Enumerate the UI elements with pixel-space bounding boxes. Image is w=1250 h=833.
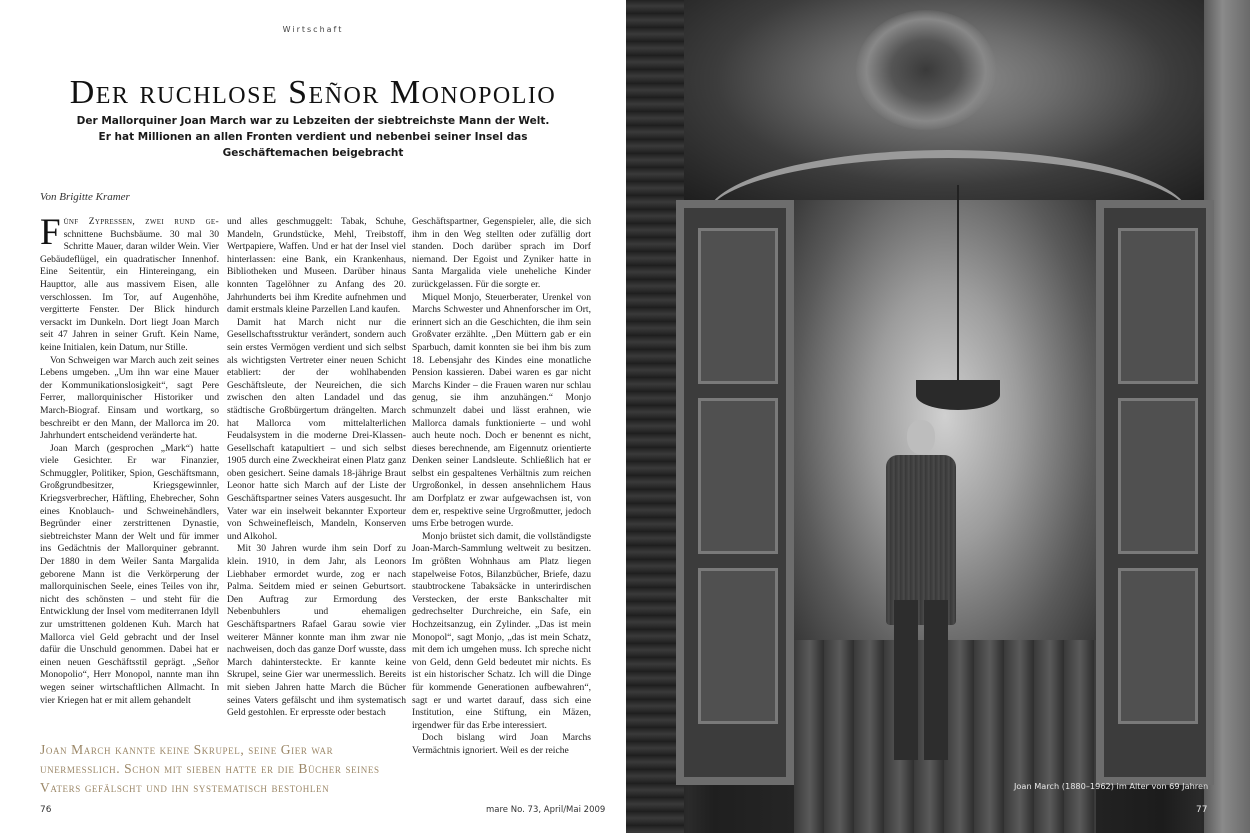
pull-quote: Joan March kannte keine Skrupel, seine Gier war unermesslich. Schon mit sieben hatte er die Bücher seines Vaters gefälscht und ihn systematisch bestohlen bbox=[40, 742, 380, 795]
issue-info: mare No. 73, April/Mai 2009 bbox=[486, 805, 606, 815]
page-number-right: 77 bbox=[1196, 805, 1208, 815]
paragraph: Miquel Monjo, Steuerberater, Urenkel von Marchs Schwester und Ahnenforscher im Ort, erinnert sich an die Geschichten, die ihm sein Großvater erzählte. „Den Müttern gab er ein Sparbuch, damit konnten sie bei ihm bis zum 18. Lebensjahr des Kindes eine monatliche Pension kassieren. Dabei waren es gar nicht Marchs Kinder – die Frauen waren nur schlau genug, sie ihm anzuhängen.“ Monjo schmunzelt dabei und lässt erahnen, wie Mallorca damals funktionierte – und wohl auch heute noch. Doch er benennt es nicht, dieses berechnende, am Eigennutz orientierte Denken seiner Landsleute. Schließlich hat er selbst ein gespaltenes Verhältnis zum reichen Urgroßonkel, in dessen ansehnlichem Haus am Dorfplatz er zwar aufgewachsen ist, von dem er, respektive seine Urgroßmutter, jedoch ums Erbe betrogen wurde. bbox=[412, 291, 591, 530]
paragraph: Von Schweigen war March auch zeit seines Lebens umgeben. „Um ihn war eine Mauer der Kommunikationslosigkeit“, sagt Pere Ferrer, mallorquinischer Historiker und March-Biograf. Einsam und wortkarg, so beschreibt er den Mann, der Mallorca im 20. Jahrhundert entscheidend veränderte hat. bbox=[40, 354, 219, 442]
glass-door-left bbox=[676, 200, 794, 785]
right-page bbox=[626, 0, 1250, 833]
article-title: Der ruchlose Señor Monopolio bbox=[69, 74, 557, 111]
crest-ornament bbox=[856, 10, 996, 130]
paragraph: Joan March (gesprochen „Mark“) hatte viele Gesichter. Er war Finanzier, Schmuggler, Politiker, Spion, Geschäftsmann, Großgrundbesitzer, Kriegsgewinnler, Kriegsverbrecher, Häftling, Ehebrecher, Sohn eines Knoblauch- und Schweinehändlers, Begründer einer zerstrittenen Dynastie, siebtreichster Mann der Welt und für immer ins Gedächtnis der Mallorquiner gebrannt. Der 1880 in dem Weiler Santa Margalida geborene Mann ist die Verkörperung der mallorquinischen Seele, eines Teiles von ihr, nicht des schönsten – und steht für die Entwicklung der Insel vom mediterranen Idyll zur umstrittenen goldenen Kuh. March hat Mallorca viel Geld gebracht und der Insel dafür die Unschuld genommen. Dabei hat er einen neuen Geschäftsstil geprägt. „Señor Monopolio“, Herr Monopol, nannte man ihn wegen seiner wirtschaftlichen Allmacht. In vier Kriegen hat er mit allem gehandelt bbox=[40, 442, 219, 706]
paragraph: Damit hat March nicht nur die Gesellschaftsstruktur verändert, sondern auch sein erstes Vermögen verdient und sich selbst als wichtigsten Vertreter einer neuen Schicht etabliert: der der wohlhabenden Geschäftsleute, der Neureichen, die sich zwischen den alten Landadel und das städtische Großbürgertum drängelten. March hat Mallorca vom mittelalterlichen Feudalsystem in die moderne Drei-Klassen-Gesellschaft katapultiert – und sich selbst 1905 durch eine Zweckheirat einen Platz ganz oben gesichert. Seine damals 18-jährige Braut Leonor hatte sich March auf der Liste der Geschäftspartner seines Vaters ausgesucht. Ihr Vater war ein inselweit bekannter Exporteur von Schweinefleisch, Mandeln, Konserven und Alkohol. bbox=[227, 316, 406, 542]
article-subtitle: Der Mallorquiner Joan March war zu Lebzeiten der siebtreichste Mann der Welt. Er hat Millionen an allen Fronten verdient und nebenbei seiner Insel das Geschäftemachen beigebracht bbox=[76, 115, 550, 159]
door-pane bbox=[1118, 398, 1198, 554]
door-pane bbox=[698, 398, 778, 554]
section-label: Wirtschaft bbox=[282, 25, 344, 34]
door-pane bbox=[1118, 228, 1198, 384]
paragraph bbox=[40, 212, 219, 355]
door-pane bbox=[698, 568, 778, 724]
paragraph: Mit 30 Jahren wurde ihm sein Dorf zu klein. 1910, in dem Jahr, als Leonors Liebhaber ermordet wurde, zog er nach Palma. Seitdem mied er seinen Geburtsort. Den Auftrag zur Ermordung des Nebenbuhlers und ehemaligen Geschäftspartners Rafael Garau sowie vier weiterer Männer konnte man ihm zwar nie nachweisen, doch das ganze Dorf wusste, dass March dahintersteckte. Er kannte keine Skrupel, seine Gier war unermesslich. Bereits mit sieben Jahren hatte March die Bücher seines Vaters gefälscht und ihm systematisch Geld gestohlen. Er erpresste oder bestach bbox=[227, 543, 406, 719]
text-column-2 bbox=[227, 216, 406, 728]
man-leg-left bbox=[894, 600, 918, 760]
paragraph-text: schnittene Buchsbäume. 30 mal 30 Schritte Mauer, daran wilder Wein. Vier Gebäudeflügel, ein quadratischer Innenhof. Eine Seitentür, ein Hintereingang, ein Haupttor, alle aus massivem Eisen, alle verschlossen. Im Tor, auf Augenhöhe, vergitterte Fenster. Der Blick hindurch versackt im Dunkeln. Dort liegt Joan March seit 47 Jahren in seiner Gruft. Kein Name, keine Initialen, kein Datum, nur Stille. bbox=[40, 228, 219, 353]
paragraph: und alles geschmuggelt: Tabak, Schuhe, Mandeln, Grundstücke, Mehl, Treibstoff, Wertpapiere, Waffen. Und er hat der Insel viel hinterlassen: eine Bank, ein Krankenhaus, Bibliotheken und Museen. Darüber hinaus konnten Tagelöhner zu Anfang des 20. Jahrhunderts bei ihm Kredite aufnehmen und damit erstmals kleine Parzellen Land kaufen. bbox=[227, 216, 406, 316]
chandelier bbox=[916, 380, 1000, 410]
door-pane bbox=[1118, 568, 1198, 724]
photo-caption: Joan March (1880–1962) im Alter von 69 Jahren bbox=[1014, 781, 1209, 791]
glass-door-right bbox=[1096, 200, 1214, 785]
paragraph: Doch bislang wird Joan Marchs Vermächtnis ignoriert. Weil es der reiche bbox=[412, 732, 591, 756]
man-head bbox=[907, 420, 935, 454]
portrait-photo bbox=[626, 0, 1250, 833]
paragraph: Monjo brüstet sich damit, die vollständigste Joan-March-Sammlung weltweit zu besitzen. Im größten Wohnhaus am Platz liegen stapelweise Fotos, Bilanzbücher, Briefe, dazu staubtrockene Tabaksäcke in unterirdischen Verstecken, der erste Bankschalter mit gedrechselter Durchreiche, ein Safe, ein Hochzeitsanzug, ein Zylinder. „Das ist mein Monopol“, sagt Monjo, „das ist mein Schatz, mit dem ich umgehen muss. Ich spreche nicht von Geld, denn Geld bedeutet mir nichts. Es ist ein historischer Schatz. Ich will die Dinge für kommende Generationen aufbewahren“, sagt er und wartet darauf, dass sich eine Institution, eine Stiftung, ein Mäzen, irgendwer für das Erbe interessiert. bbox=[412, 530, 591, 731]
lead-in: ünf Zypressen, zwei rund ge- bbox=[63, 216, 219, 227]
text-column-3 bbox=[412, 216, 591, 756]
byline: Von Brigitte Kramer bbox=[40, 191, 130, 203]
door-pane bbox=[698, 228, 778, 384]
paragraph: Geschäftspartner, Gegenspieler, alle, die sich ihm in den Weg stellten oder zufällig dort standen. Doch darüber sprach im Dorf niemand. Der Egoist und Zyniker hatte in Santa Margalida viele uneheliche Kinder zurückgelassen. Für die sorgte er. bbox=[412, 216, 591, 290]
man-leg-right bbox=[924, 600, 948, 760]
page-number-left: 76 bbox=[40, 805, 52, 815]
text-column-1 bbox=[40, 212, 219, 728]
chandelier-chain bbox=[957, 185, 959, 385]
drop-cap: F bbox=[40, 212, 61, 253]
